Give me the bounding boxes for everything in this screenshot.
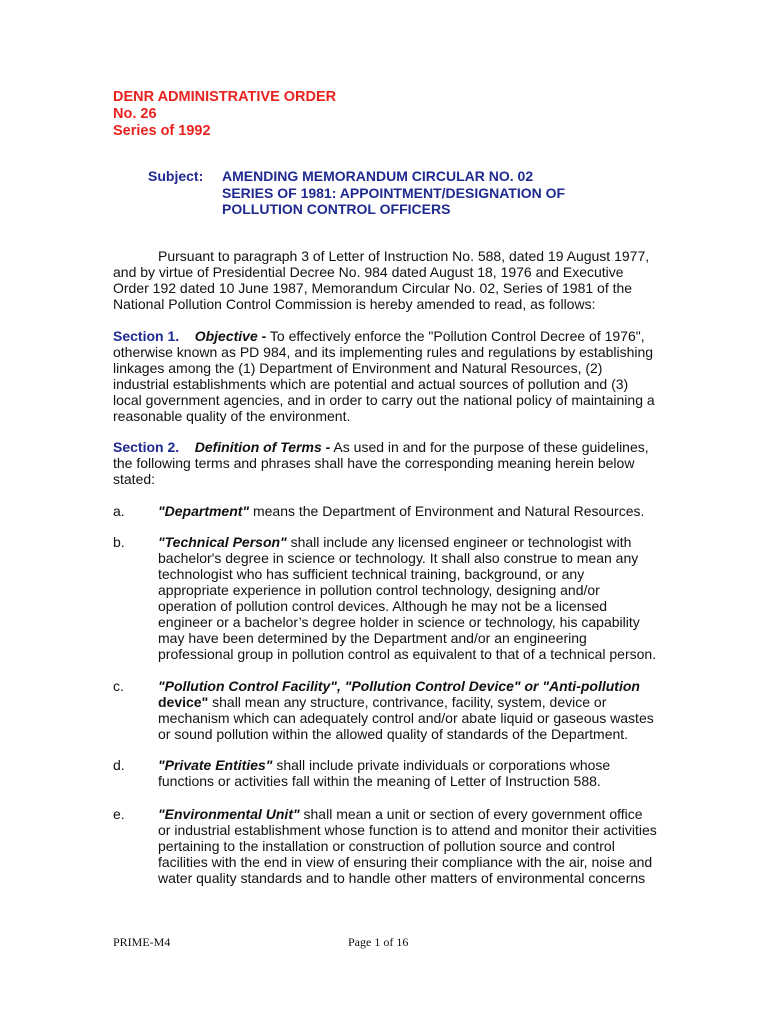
section-2-dash: -: [321, 439, 331, 455]
definition-term: "Department": [158, 503, 250, 519]
footer-doc-id: PRIME-M4: [113, 935, 171, 949]
definition-term: "Environmental Unit": [158, 806, 300, 822]
definition-text: shall mean a unit or section of every government office or industrial establishment whose function is to attend and monitor their activities pertaining to the installation or construction of pollution source and control facilities with the end in view of ensuring their compliance with the air, noise and water quality standards and to handle other matters of environmental concerns: [158, 806, 657, 886]
order-series: Series of 1992: [113, 123, 211, 139]
definition-term: "Technical Person": [158, 534, 287, 550]
subject-label: Subject:: [148, 168, 204, 184]
definition-text: shall include private individuals or corporations whose functions or activities fall within the meaning of Letter of Instruction 588.: [158, 757, 611, 789]
definition-text: shall include any licensed engineer or technologist with bachelor's degree in science or technology. It shall also construe to mean any technologist who has sufficient technical training, background, or any appropriate experience in pollution control technology, designing and/or operation of pollution control devices. Although he may not be a licensed engineer or a bachelor’s degree holder in science or technology, his capability may have been determined by the Department and/or an engineering professional group in pollution control as equivalent to that of a technical person.: [158, 534, 657, 662]
item-letter: a.: [113, 503, 125, 519]
preamble-paragraph: [113, 248, 658, 312]
definition-text: means the Department of Environment and Natural Resources.: [249, 503, 645, 519]
item-letter: c.: [113, 678, 124, 694]
section-2-label: Section 2.: [113, 439, 180, 455]
order-number: No. 26: [113, 106, 157, 122]
item-letter: d.: [113, 757, 125, 773]
preamble-text: Pursuant to paragraph 3 of Letter of Instruction No. 588, dated 19 August 1977, and by virtue of Presidential Decree No. 984 dated August 18, 1976 and Executive Order 192 dated 10 June 1987, Memorandum Circular No. 02, Series of 1981 of the National Pollution Control Commission is hereby amended to read, as follows:: [113, 248, 650, 312]
order-title: DENR ADMINISTRATIVE ORDER: [113, 89, 337, 105]
item-letter: e.: [113, 806, 125, 822]
section-1-title: Objective: [194, 328, 258, 344]
definition-term: "Pollution Control Facility", "Pollution Control Device" or "Anti-pollution: [158, 678, 640, 694]
section-1: [113, 328, 658, 424]
order-header: [113, 89, 336, 140]
subject-line: SERIES OF 1981: APPOINTMENT/DESIGNATION OF: [222, 184, 566, 201]
section-2-text: As used in and for the purpose of these guidelines, the following terms and phrases shall have the corresponding meaning herein below stated:: [113, 439, 649, 487]
subject-line: POLLUTION CONTROL OFFICERS: [222, 201, 451, 217]
definition-term-continued: device": [158, 694, 209, 710]
definition-term: "Private Entities": [158, 757, 273, 773]
section-1-dash: -: [257, 328, 267, 344]
page-number: Page 1 of 16: [348, 935, 409, 949]
item-letter: b.: [113, 534, 125, 550]
section-2-title: Definition of Terms: [194, 439, 322, 455]
definition-text: shall mean any structure, contrivance, facility, system, device or mechanism which can adequately control and/or abate liquid or gaseous wastes or sound pollution within the allowed quality of standards of the Department.: [158, 694, 654, 742]
subject-text: [222, 168, 622, 218]
subject-line: AMENDING MEMORANDUM CIRCULAR NO. 02: [222, 168, 534, 184]
section-1-text: To effectively enforce the "Pollution Control Decree of 1976", otherwise known as PD 984, and its implementing rules and regulations by establishing linkages among the (1) Department of Environment and Natural Resources, (2) industrial establishments which are potential and actual sources of pollution and (3) local government agencies, and in order to carry out the national policy of maintaining a reasonable quality of the environment.: [113, 328, 655, 424]
section-2: [113, 439, 658, 487]
section-1-label: Section 1.: [113, 328, 180, 344]
